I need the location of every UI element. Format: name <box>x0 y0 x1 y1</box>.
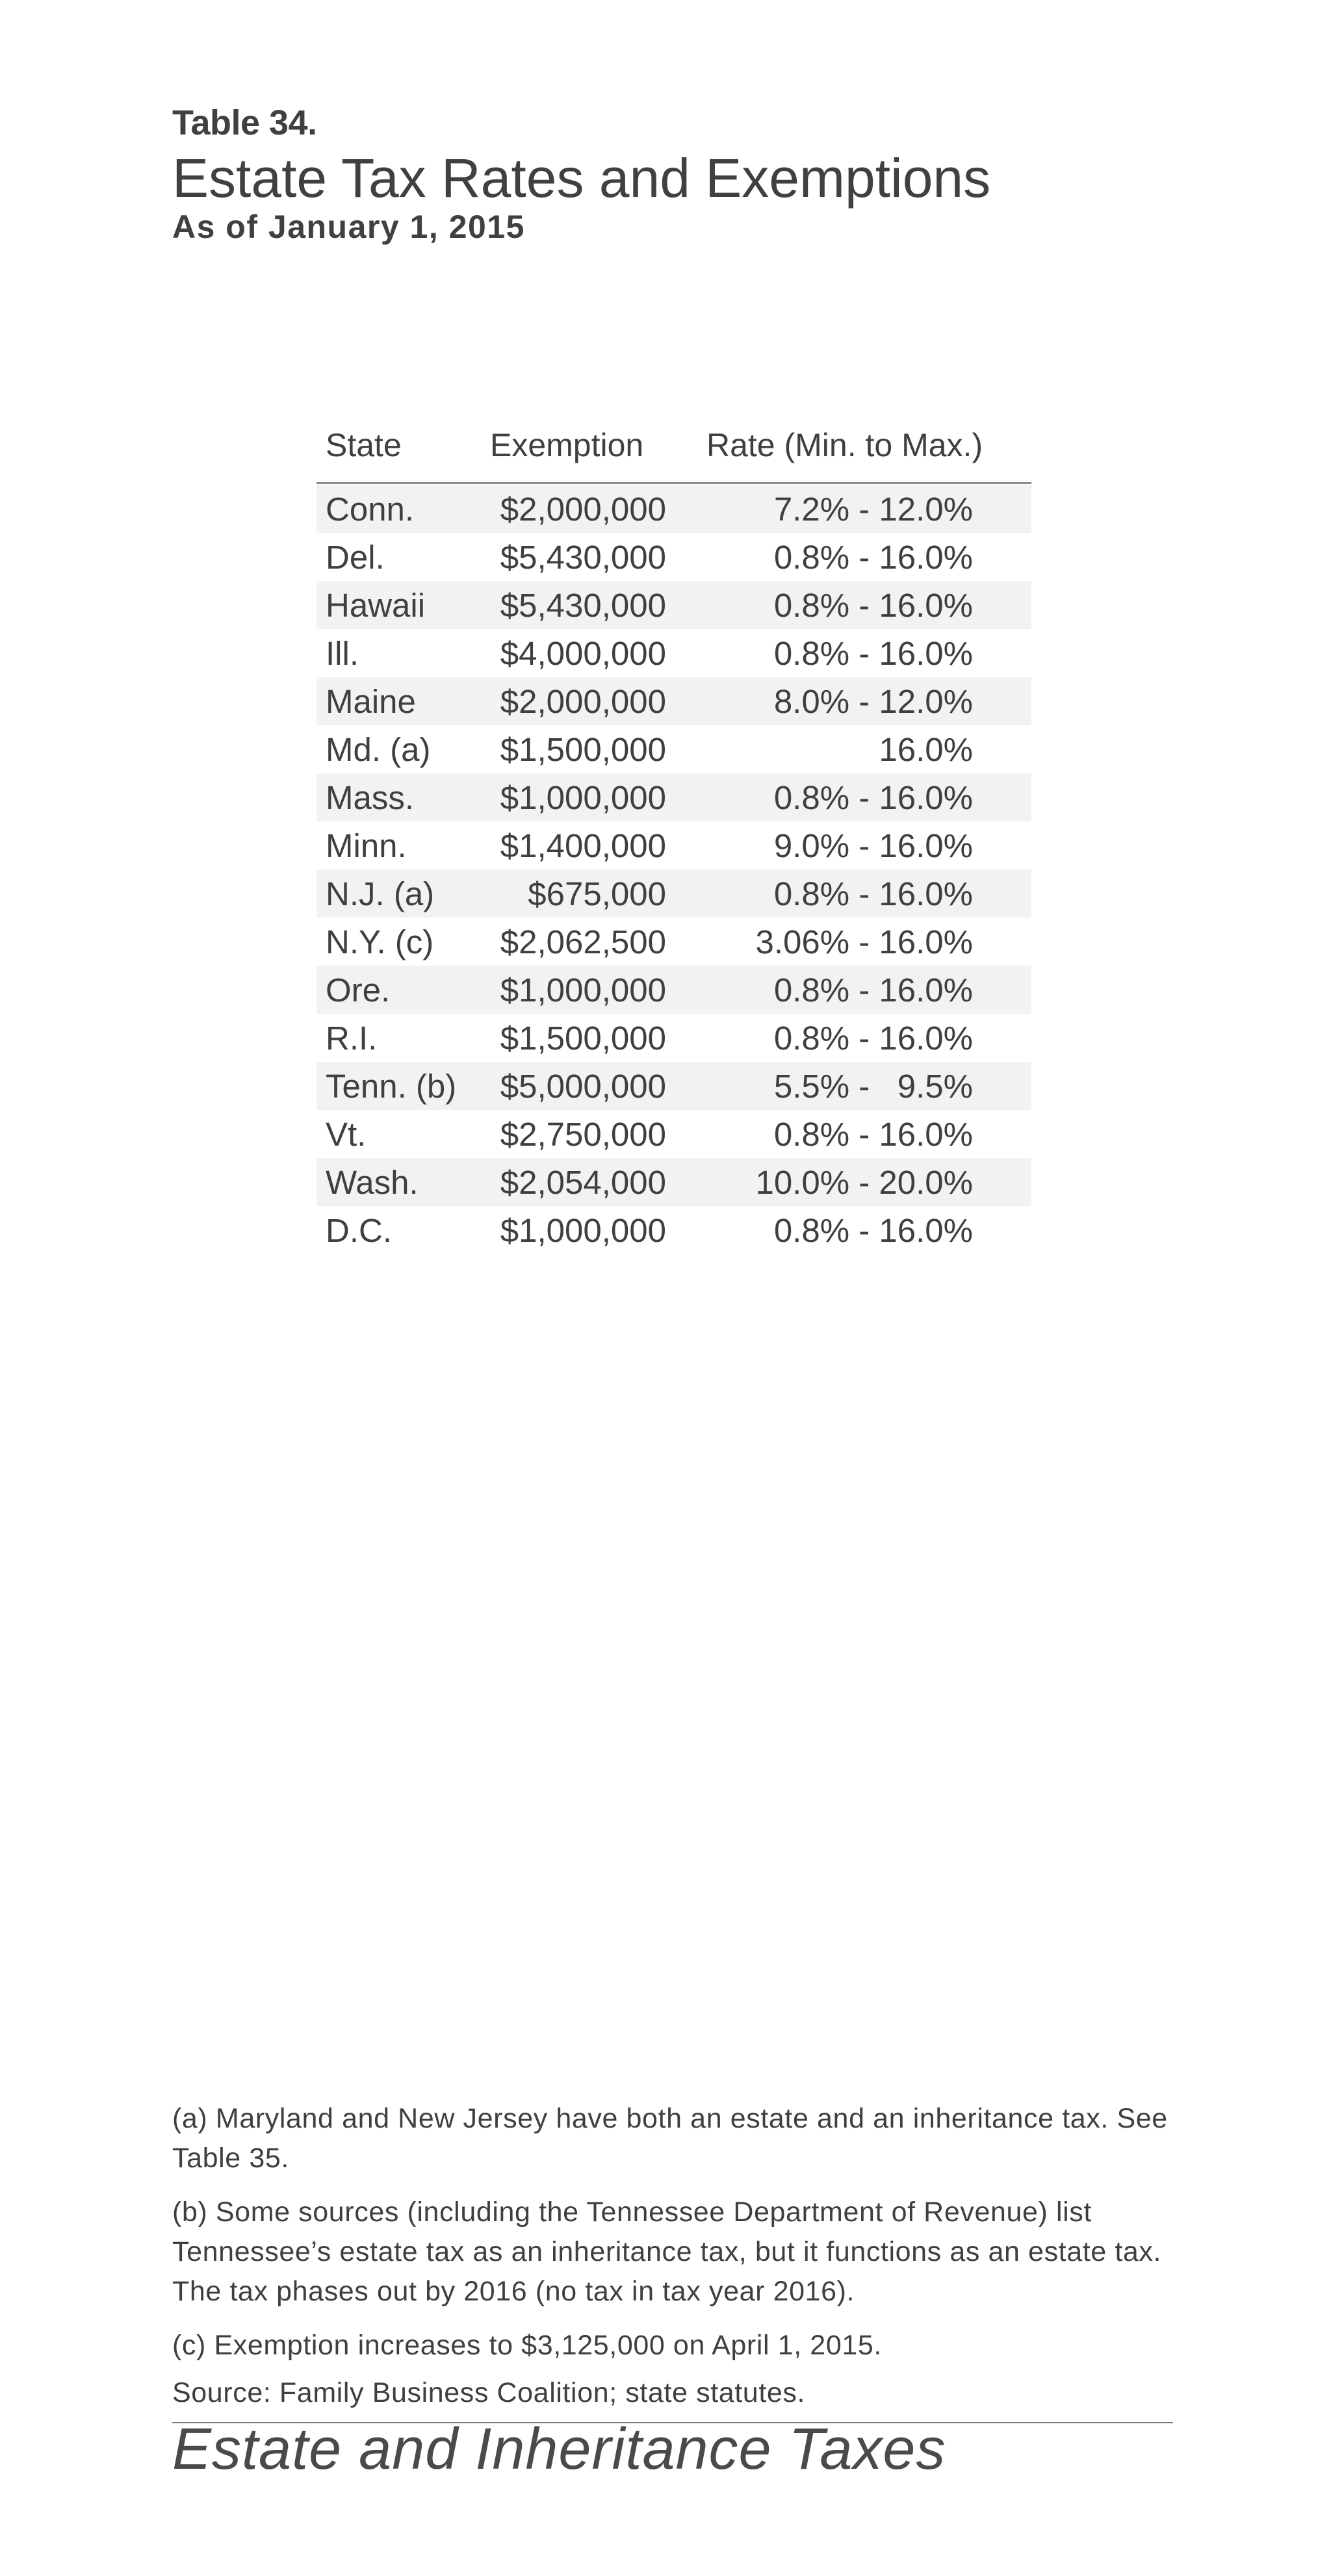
rate-cell: 0.8% - 16.0% <box>773 635 973 672</box>
exemption-cell: $2,062,500 <box>500 923 666 960</box>
exemption-cell: $1,400,000 <box>500 827 666 864</box>
footnote-b: (b) Some sources (including the Tennessee Department of Revenue) list Tennessee’s estate tax as an inheritance tax, but it functions as an estate tax. The tax phases out by 2016 (no tax in tax year 2016). <box>172 2196 1162 2307</box>
table-row <box>317 1014 1031 1062</box>
rate-cell: 0.8% - 16.0% <box>773 1020 973 1057</box>
exemption-cell: $2,000,000 <box>500 491 666 528</box>
table-row <box>317 918 1031 966</box>
footnote-a: (a) Maryland and New Jersey have both an estate and an inheritance tax. See Table 35. <box>172 2103 1168 2174</box>
table-row <box>317 485 1031 533</box>
table-row <box>317 773 1031 821</box>
table-row <box>317 1062 1031 1110</box>
exemption-cell: $2,054,000 <box>500 1164 666 1201</box>
exemption-cell: $1,000,000 <box>500 1212 666 1249</box>
exemption-cell: $5,430,000 <box>500 587 666 624</box>
state-cell: Conn. <box>326 491 415 528</box>
table-row <box>317 725 1031 773</box>
table-body <box>317 485 1031 1254</box>
column-header-state: State <box>326 427 402 463</box>
rate-cell: 3.06% - 16.0% <box>755 923 973 960</box>
exemption-cell: $1,000,000 <box>500 972 666 1009</box>
footnotes <box>172 2099 1180 2380</box>
exemption-cell: $675,000 <box>528 875 666 912</box>
footnote-c: (c) Exemption increases to $3,125,000 on April 1, 2015. <box>172 2330 882 2361</box>
state-cell: N.J. (a) <box>326 875 435 912</box>
rate-cell: 0.8% - 16.0% <box>773 779 973 816</box>
rate-cell: 10.0% - 20.0% <box>755 1164 973 1201</box>
column-header-rate: Rate (Min. to Max.) <box>706 427 983 463</box>
footer-section-title: Estate and Inheritance Taxes <box>172 2417 946 2482</box>
exemption-cell: $5,000,000 <box>500 1068 666 1105</box>
state-cell: Del. <box>326 539 385 576</box>
table-row <box>317 581 1031 629</box>
exemption-cell: $2,000,000 <box>500 683 666 720</box>
table-row <box>317 1158 1031 1206</box>
table-row <box>317 869 1031 918</box>
state-cell: Hawaii <box>326 587 426 624</box>
exemption-cell: $1,500,000 <box>500 1020 666 1057</box>
exemption-cell: $1,500,000 <box>500 731 666 768</box>
state-cell: Wash. <box>326 1164 419 1201</box>
state-cell: R.I. <box>326 1020 378 1057</box>
exemption-cell: $4,000,000 <box>500 635 666 672</box>
table-row <box>317 533 1031 581</box>
rate-cell: 0.8% - 16.0% <box>773 1116 973 1153</box>
rate-cell: 0.8% - 16.0% <box>773 875 973 912</box>
rate-cell: 5.5% - 9.5% <box>773 1068 973 1105</box>
rate-cell: 0.8% - 16.0% <box>773 587 973 624</box>
rate-cell: 7.2% - 12.0% <box>773 491 973 528</box>
state-cell: Mass. <box>326 779 415 816</box>
state-cell: Md. (a) <box>326 731 431 768</box>
state-cell: Ill. <box>326 635 359 672</box>
state-cell: Vt. <box>326 1116 367 1153</box>
table-row <box>317 821 1031 869</box>
table-row <box>317 1110 1031 1158</box>
rate-cell: 8.0% - 12.0% <box>773 683 973 720</box>
exemption-cell: $2,750,000 <box>500 1116 666 1153</box>
state-cell: Maine <box>326 683 416 720</box>
state-cell: N.Y. (c) <box>326 923 434 960</box>
page-subtitle: As of January 1, 2015 <box>172 209 525 245</box>
rate-cell: 9.0% - 16.0% <box>773 827 973 864</box>
estate-tax-table <box>317 421 1031 1254</box>
table-row <box>317 966 1031 1014</box>
page-title: Estate Tax Rates and Exemptions <box>172 148 991 209</box>
state-cell: D.C. <box>326 1212 392 1249</box>
rate-cell: 0.8% - 16.0% <box>773 1212 973 1249</box>
table-row <box>317 677 1031 725</box>
rate-cell: 0.8% - 16.0% <box>773 539 973 576</box>
column-header-exemption: Exemption <box>490 427 644 463</box>
exemption-cell: $5,430,000 <box>500 539 666 576</box>
table-number: Table 34. <box>172 103 317 142</box>
state-cell: Tenn. (b) <box>326 1068 457 1105</box>
table-row <box>317 629 1031 677</box>
exemption-cell: $1,000,000 <box>500 779 666 816</box>
table-header-row <box>317 421 1031 484</box>
rate-cell: 16.0% <box>879 731 973 768</box>
table-row <box>317 1206 1031 1254</box>
rate-cell: 0.8% - 16.0% <box>773 972 973 1009</box>
source-note: Source: Family Business Coalition; state statutes. <box>172 2377 806 2408</box>
state-cell: Ore. <box>326 972 391 1009</box>
state-cell: Minn. <box>326 827 407 864</box>
